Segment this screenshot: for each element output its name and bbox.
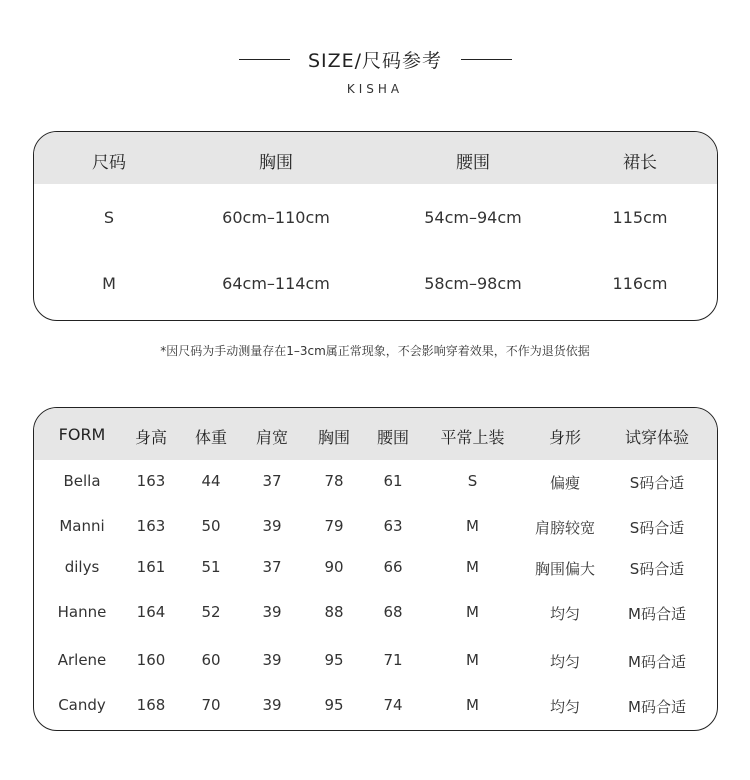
shoulder-cell: 37 bbox=[262, 558, 282, 576]
weight-col-header: 体重 bbox=[194, 428, 227, 447]
body-shape-cell: 均匀 bbox=[549, 698, 580, 716]
header-right-rule bbox=[461, 59, 512, 60]
table-row bbox=[34, 517, 717, 539]
length-cell: 115cm bbox=[612, 208, 668, 227]
height-cell: 163 bbox=[136, 472, 166, 490]
weight-cell: 51 bbox=[201, 558, 221, 576]
model-name: Arlene bbox=[57, 651, 107, 669]
waist-cell: 61 bbox=[383, 472, 403, 490]
body-shape-cell: 均匀 bbox=[549, 605, 580, 623]
fit-result-cell: S码合适 bbox=[629, 519, 685, 537]
waist-cell: 63 bbox=[383, 517, 403, 535]
bust-cell: 88 bbox=[324, 603, 344, 621]
size-col-header: 尺码 bbox=[92, 153, 126, 173]
fit-table-header bbox=[34, 408, 717, 460]
table-row bbox=[34, 208, 717, 232]
brand-name: KISHA bbox=[346, 82, 404, 96]
table-row bbox=[34, 696, 717, 718]
measurement-note: *因尺码为手动测量存在1–3cm属正常现象，不会影响穿着效果，不作为退货依据 bbox=[160, 344, 590, 358]
table-row bbox=[34, 651, 717, 673]
weight-cell: 52 bbox=[201, 603, 221, 621]
body-shape-col-header: 身形 bbox=[548, 428, 581, 447]
waist-cell: 71 bbox=[383, 651, 403, 669]
bust-cell: 90 bbox=[324, 558, 344, 576]
bust-cell: 78 bbox=[324, 472, 344, 490]
size-cell: M bbox=[102, 274, 116, 293]
fit-result-col-header: 试穿体验 bbox=[624, 428, 689, 447]
usual-top-col-header: 平常上装 bbox=[440, 428, 505, 447]
length-cell: 116cm bbox=[612, 274, 668, 293]
waist-cell: 66 bbox=[383, 558, 403, 576]
height-col-header: 身高 bbox=[134, 428, 167, 447]
shoulder-cell: 39 bbox=[262, 651, 282, 669]
page-header bbox=[0, 44, 750, 74]
size-cell: S bbox=[103, 208, 115, 227]
waist-col-header: 腰围 bbox=[456, 153, 490, 173]
fit-result-cell: M码合适 bbox=[628, 698, 686, 716]
shoulder-cell: 39 bbox=[262, 603, 282, 621]
table-row bbox=[34, 472, 717, 494]
height-cell: 168 bbox=[136, 696, 166, 714]
usual-top-cell: M bbox=[466, 603, 479, 621]
shoulder-cell: 39 bbox=[262, 696, 282, 714]
model-name: dilys bbox=[64, 558, 100, 576]
body-shape-cell: 胸围偏大 bbox=[534, 560, 595, 578]
shoulder-cell: 39 bbox=[262, 517, 282, 535]
page-title: SIZE/尺码参考 bbox=[307, 50, 443, 72]
length-col-header: 裙长 bbox=[623, 153, 657, 173]
height-cell: 160 bbox=[136, 651, 166, 669]
height-cell: 164 bbox=[136, 603, 166, 621]
bust-cell: 60cm–110cm bbox=[222, 208, 330, 227]
size-table-header bbox=[34, 132, 717, 184]
body-shape-cell: 均匀 bbox=[549, 653, 580, 671]
bust-cell: 95 bbox=[324, 651, 344, 669]
table-row bbox=[34, 558, 717, 580]
fit-table bbox=[33, 407, 718, 731]
shoulder-cell: 37 bbox=[262, 472, 282, 490]
height-cell: 163 bbox=[136, 517, 166, 535]
weight-cell: 70 bbox=[201, 696, 221, 714]
bust-col-header: 胸围 bbox=[317, 428, 350, 447]
waist-col-header: 腰围 bbox=[376, 428, 409, 447]
usual-top-cell: M bbox=[466, 517, 479, 535]
fit-result-cell: M码合适 bbox=[628, 605, 686, 623]
fit-result-cell: S码合适 bbox=[629, 560, 685, 578]
usual-top-cell: M bbox=[466, 558, 479, 576]
bust-col-header: 胸围 bbox=[259, 153, 293, 173]
fit-result-cell: S码合适 bbox=[629, 474, 685, 492]
waist-cell: 58cm–98cm bbox=[424, 274, 522, 293]
form-col-header: FORM bbox=[58, 425, 106, 444]
waist-cell: 68 bbox=[383, 603, 403, 621]
shoulder-col-header: 肩宽 bbox=[255, 428, 288, 447]
waist-cell: 74 bbox=[383, 696, 403, 714]
size-table bbox=[33, 131, 718, 321]
model-name: Bella bbox=[63, 472, 101, 490]
weight-cell: 44 bbox=[201, 472, 221, 490]
model-name: Manni bbox=[59, 517, 105, 535]
body-shape-cell: 偏瘦 bbox=[549, 474, 580, 492]
weight-cell: 60 bbox=[201, 651, 221, 669]
height-cell: 161 bbox=[136, 558, 166, 576]
model-name: Candy bbox=[58, 696, 106, 714]
waist-cell: 54cm–94cm bbox=[424, 208, 522, 227]
model-name: Hanne bbox=[57, 603, 107, 621]
body-shape-cell: 肩膀较宽 bbox=[534, 519, 595, 537]
bust-cell: 95 bbox=[324, 696, 344, 714]
usual-top-cell: M bbox=[466, 651, 479, 669]
fit-result-cell: M码合适 bbox=[628, 653, 686, 671]
bust-cell: 79 bbox=[324, 517, 344, 535]
weight-cell: 50 bbox=[201, 517, 221, 535]
bust-cell: 64cm–114cm bbox=[222, 274, 330, 293]
usual-top-cell: M bbox=[466, 696, 479, 714]
table-row bbox=[34, 274, 717, 298]
usual-top-cell: S bbox=[467, 472, 478, 490]
table-row bbox=[34, 603, 717, 625]
